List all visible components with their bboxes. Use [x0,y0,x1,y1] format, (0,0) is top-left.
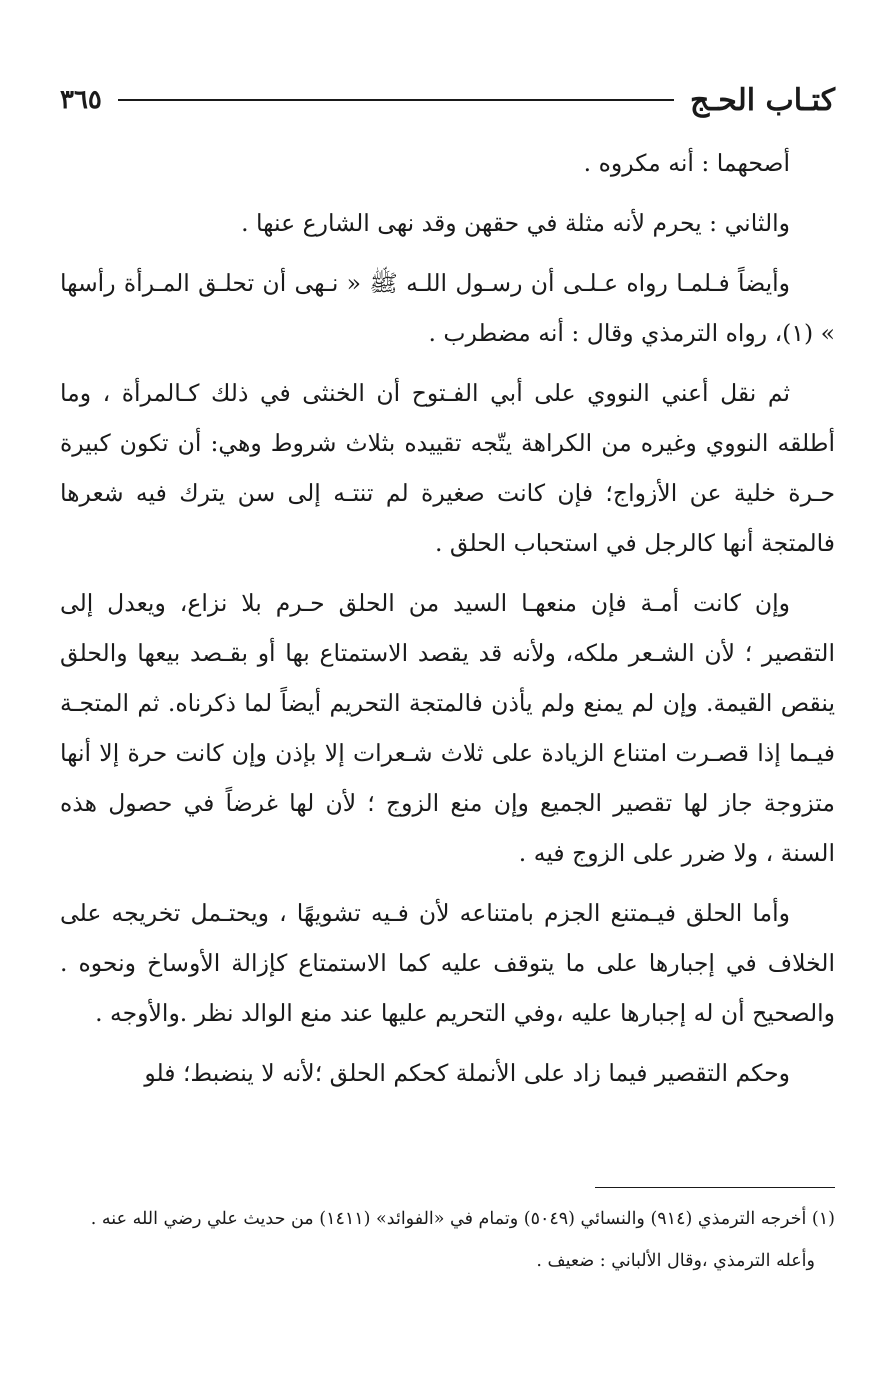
footnote-item: (١) أخرجه الترمذي (٩١٤) والنسائي (٥٠٤٩) وتمام في «الفوائد» (١٤١١) من حديث علي رضي الله عنه . [90,1209,835,1229]
paragraph: وإن كانت أمـة فإن منعهـا السيد من الحلق حـرم بلا نزاع، ويعدل إلى التقصير ؛ لأن الشـعر ملكه، ولأنه قد يقصد الاستمتاع بها أو بقـصد بيعها والحلق ينقص القيمة. وإن لم يمنع ولم يأذن فالمتجة التحريم أيضاً لما ذكرناه. ثم المتجـة فيـما إذا قصـرت امتناع الزيادة على ثلاث شـعرات إلا بإذن وإن كانت حرة إلا أنها متزوجة جاز لها تقصير الجميع وإن منع الزوج ؛ لأن لها غرضاً في حصول هذه السنة ، ولا ضرر على الزوج فيه . [60,589,835,867]
paragraph: وحكم التقصير فيما زاد على الأنملة كحكم الحلق ؛لأنه لا ينضبط؛ فلو [144,1059,790,1087]
paragraph: أصحهما : أنه مكروه . [583,149,790,177]
paragraph: والثاني : يحرم لأنه مثلة في حقهن وقد نهى الشارع عنها . [241,209,790,237]
paragraph: وأما الحلق فيـمتنع الجزم بامتناعه لأن فـيه تشويهًا ، ويحتـمل تخريجه على الخلاف في إجبارها على ما يتوقف عليه كما الاستمتاع كإزالة الأوساخ ونحوه . والصحيح أن له إجبارها عليه ،وفي التحريم عليها عند منع الوالد نظر .والأوجه . [60,899,835,1027]
header-rule [118,99,674,101]
page-header [60,78,835,122]
paragraph: وأيضاً فـلمـا رواه عـلـى أن رسـول اللـه ﷺ « نـهى أن تحلـق المـرأة رأسها » (١)، رواه الترمذي وقال : أنه مضطرب . [60,269,835,347]
chapter-title: كتـاب الحـج [690,82,835,118]
footnote-divider [595,1187,835,1188]
paragraph: ثم نقل أعني النووي على أبي الفـتوح أن الخنثى في ذلك كـالمرأة ، وما أطلقه النووي وغيره من الكراهة يتّجه تقييده بثلاث شروط وهي: أن تكون كبيرة حـرة خلية عن الأزواج؛ فإن كانت صغيرة لم تنتـه إلى سن يترك فيه شعرها فالمتجة أنها كالرجل في استحباب الحلق . [60,379,835,557]
footnotes [60,1200,835,1280]
main-text [60,138,835,1108]
footnote-item: وأعله الترمذي ،وقال الألباني : ضعيف . [536,1251,815,1271]
page-number: ٣٦٥ [60,85,102,115]
